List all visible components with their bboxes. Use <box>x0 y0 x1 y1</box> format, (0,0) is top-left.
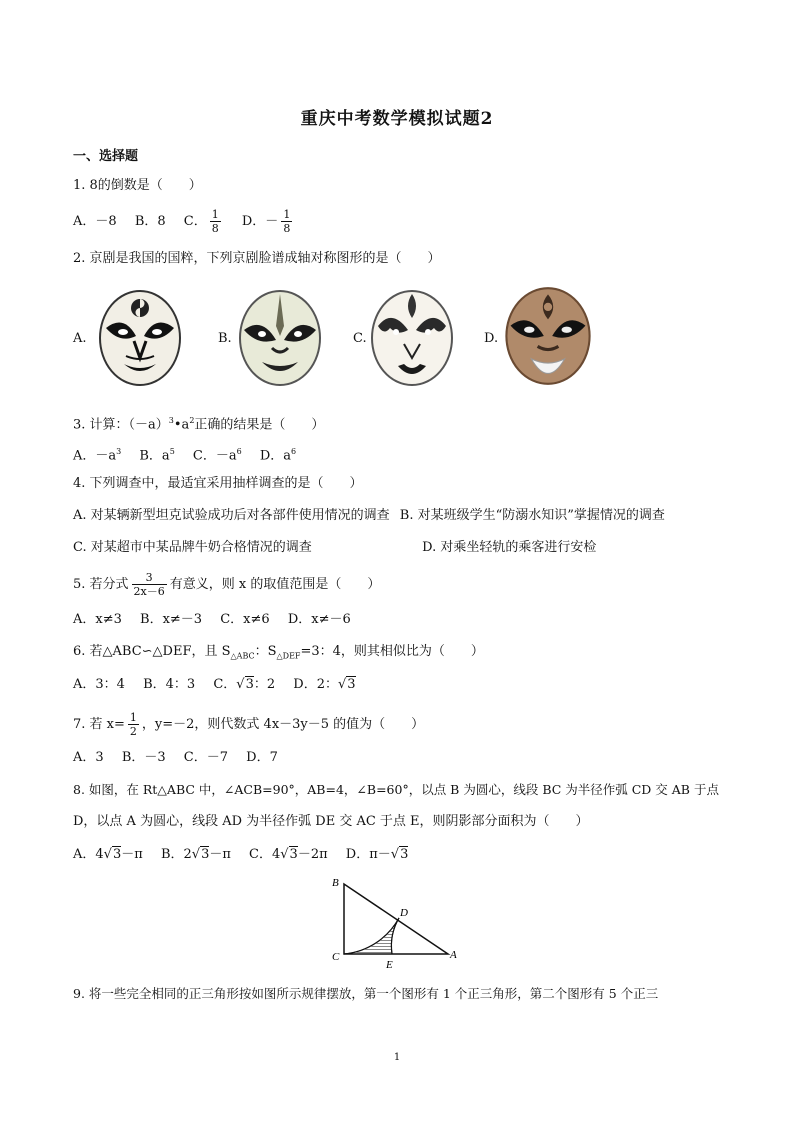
triangle-abc <box>344 884 448 954</box>
q3-option-c <box>193 443 242 465</box>
q7-option-d: D．7 <box>246 750 278 765</box>
q1-stem: 1. 8的倒数是（ ） <box>73 178 202 193</box>
q8-option-d <box>346 846 409 864</box>
q6-stem-post: =3：4，则其相似比为（ ） <box>300 644 484 659</box>
q1-option-c <box>184 208 224 235</box>
opera-mask-d-image <box>502 284 594 388</box>
q6-subscript-1: △ABC <box>230 651 255 661</box>
q2-label-d: D. <box>484 331 499 346</box>
q8-stem-line1: 8. 如图，在 Rt△ABC 中，∠ACB=90°，AB=4，∠B=60°，以点 B 为圆心，线段 BC 为半径作弧 CD 交 AB 于点 <box>73 782 719 797</box>
q6-option-a: A．3：4 <box>73 677 125 692</box>
q1-c-fraction <box>210 208 221 235</box>
q3-a-text: A．－a <box>73 448 117 464</box>
q4-option-c: C. 对某超市中某品牌牛奶合格情况的调查 <box>73 540 312 555</box>
label-e: E <box>386 959 393 970</box>
q6-stem <box>73 643 484 666</box>
section-heading: 一、选择题 <box>73 149 139 164</box>
q6-options <box>73 676 370 694</box>
fraction-denominator: 2x－6 <box>133 585 165 598</box>
q8-c-pre: C．4 <box>249 847 281 862</box>
q5-stem-post: 有意义，则 x 的取值范围是（ ） <box>169 577 381 592</box>
label-c: C <box>332 951 340 963</box>
q8-a-pre: A．4 <box>73 847 104 862</box>
q8-triangle-figure <box>330 874 470 970</box>
sqrt-radicand: 3 <box>112 847 122 862</box>
q7-stem-pre: 7. 若 x= <box>73 717 125 732</box>
q8-stem-line2: D，以点 A 为圆心，线段 AD 为半径作弧 DE 交 AC 于点 E，则阴影部分面积为（ ） <box>73 814 589 829</box>
q6-c-post: ：2 <box>253 677 276 692</box>
q7-option-a: A．3 <box>73 750 104 765</box>
q4-option-d: D. 对乘坐轻轨的乘客进行安检 <box>422 540 597 555</box>
fraction-numerator: 1 <box>129 711 137 724</box>
label-a: A <box>450 949 457 961</box>
fraction-numerator: 3 <box>145 571 153 584</box>
q7-stem-post: ，y=－2，则代数式 4x－3y－5 的值为（ ） <box>141 717 425 732</box>
q5-option-c: C．x≠6 <box>220 612 270 627</box>
q6-option-b: B．4：3 <box>143 677 196 692</box>
q3-b-text: B．a <box>139 448 170 464</box>
q3-option-d <box>260 443 296 465</box>
fraction-numerator: 1 <box>283 208 291 221</box>
sqrt-radicand: 3 <box>201 847 210 862</box>
q7-option-b: B．－3 <box>121 750 166 765</box>
q1-option-b: B．8 <box>134 214 166 229</box>
sqrt-symbol: √3 <box>103 847 122 862</box>
sqrt-symbol: √3 <box>236 677 254 692</box>
q6-option-c <box>213 676 275 694</box>
q8-option-a <box>73 846 143 864</box>
q8-b-post: －π <box>209 847 231 862</box>
q1-c-label: C． <box>183 214 207 229</box>
opera-mask-a-image <box>96 286 184 386</box>
q7-stem <box>73 711 424 738</box>
sqrt-symbol: √3 <box>280 847 298 862</box>
sqrt-symbol: √3 <box>191 847 210 862</box>
q8-b-pre: B．2 <box>160 847 192 862</box>
q8-c-post: －2π <box>297 847 328 862</box>
shaded-region <box>344 918 399 954</box>
q1-d-fraction <box>281 208 292 235</box>
q3-exponent-2: 2 <box>189 416 195 425</box>
q2-label-c: C. <box>353 331 367 346</box>
label-d: D <box>400 907 408 919</box>
q8-options <box>73 846 422 864</box>
q5-stem-pre: 5. 若分式 <box>73 577 129 592</box>
q5-option-a: A．x≠3 <box>73 612 122 627</box>
q8-a-post: －π <box>121 847 143 862</box>
sqrt-radicand: 3 <box>400 847 409 862</box>
q3-stem <box>73 412 324 434</box>
q4-option-a: A. 对某辆新型坦克试验成功后对各部件使用情况的调查 <box>73 508 390 523</box>
q6-d-pre: D．2： <box>293 677 338 692</box>
q6-c-pre: C． <box>213 677 237 692</box>
q3-stem-pre: 3. 计算：（－a） <box>73 417 169 433</box>
q3-d-text: D．a <box>259 448 292 464</box>
q6-stem-pre: 6. 若△ABC∽△DEF，且 S <box>73 644 231 659</box>
q3-options <box>73 443 310 465</box>
q6-option-d <box>293 676 355 694</box>
q3-c-text: C．－a <box>192 448 237 464</box>
q3-c-exponent: 6 <box>236 447 242 456</box>
page-number: 1 <box>393 1052 401 1063</box>
q5-fraction <box>132 571 167 598</box>
q1-option-d <box>242 208 295 235</box>
q5-options <box>73 611 365 629</box>
q6-subscript-2: △DEF <box>276 651 301 661</box>
sqrt-radicand: 3 <box>245 677 254 692</box>
q8-option-b <box>161 846 231 864</box>
q4-options-row2 <box>73 539 596 557</box>
q3-exponent-1: 3 <box>168 416 174 425</box>
sqrt-symbol: √3 <box>390 847 409 862</box>
q5-stem <box>73 571 380 598</box>
q1-option-a: A．－8 <box>73 214 117 229</box>
label-b: B <box>332 877 339 889</box>
q3-d-exponent: 6 <box>291 447 297 456</box>
fraction-denominator: 8 <box>283 222 291 235</box>
q9-stem-line1: 9. 将一些完全相同的正三角形按如图所示规律摆放，第一个图形有 1 个正三角形，第二个图形有 5 个正三 <box>73 986 659 1001</box>
q1-d-label: D．－ <box>241 214 279 229</box>
q1-options <box>73 208 309 235</box>
q3-option-a <box>73 443 121 465</box>
q3-stem-mid: •a <box>173 417 190 433</box>
q2-stem: 2. 京剧是我国的国粹，下列京剧脸谱成轴对称图形的是（ ） <box>73 251 441 266</box>
q6-stem-mid: ：S <box>254 644 277 659</box>
q5-option-b: B．x≠－3 <box>140 612 203 627</box>
q3-stem-post: 正确的结果是（ ） <box>194 417 325 433</box>
fraction-denominator: 8 <box>211 222 219 235</box>
q7-options <box>73 749 292 767</box>
q5-option-d: D．x≠－6 <box>287 612 351 627</box>
q4-options-row1 <box>73 507 665 525</box>
q2-label-a: A. <box>73 331 87 346</box>
q7-fraction <box>128 711 139 738</box>
q2-label-b: B. <box>218 331 232 346</box>
q8-option-c <box>249 846 328 864</box>
fraction-denominator: 2 <box>129 725 137 738</box>
sqrt-radicand: 3 <box>289 847 298 862</box>
sqrt-radicand: 3 <box>347 677 356 692</box>
fraction-numerator: 1 <box>211 208 219 221</box>
q3-a-exponent: 3 <box>116 447 122 456</box>
q4-option-b: B. 对某班级学生“防溺水知识”掌握情况的调查 <box>399 508 665 523</box>
q3-b-exponent: 5 <box>169 447 175 456</box>
opera-mask-b-image <box>236 286 324 386</box>
q3-option-b <box>139 443 174 465</box>
page-title: 重庆中考数学模拟试题2 <box>300 109 494 129</box>
opera-mask-c-image <box>368 286 456 386</box>
q8-d-pre: D．π－ <box>345 847 391 862</box>
q4-stem: 4. 下列调查中，最适宜采用抽样调查的是（ ） <box>73 476 363 491</box>
q7-option-c: C．－7 <box>183 750 228 765</box>
sqrt-symbol: √3 <box>337 677 356 692</box>
